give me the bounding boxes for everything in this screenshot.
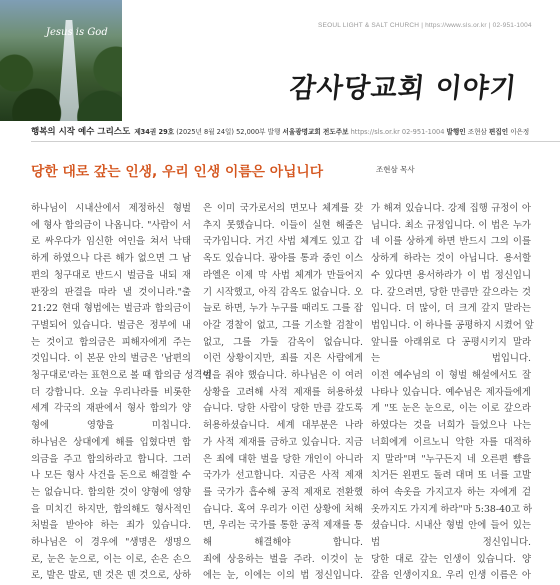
text-line: 지 말라"며 "누구든지 네 오른편 뺨을 (371, 453, 531, 465)
text-line: 하였다는 것을 너희가 들었으나 나는 (371, 420, 531, 432)
editor-name: 이은정 (510, 128, 530, 136)
text-line: 라엘은 이제 막 사법 체계가 만들어지 (203, 269, 363, 281)
text-line: 국가입니다. 거긴 사법 체계도 있고 갑 (203, 236, 363, 248)
issue-number: 제34권 29호 (134, 128, 175, 136)
issue-copies: 52,000부 발행 (236, 128, 281, 136)
text-line: 은 이미 국가로서의 면모나 체계를 갖 (203, 203, 363, 214)
masthead-title: 감사당교회 이야기 (288, 73, 519, 104)
text-line: 게 "또 눈은 눈으로, 이는 이로 갚으라 (371, 403, 531, 415)
photo-caption: Jesus is God (46, 27, 108, 38)
issue-publisher-org: 서울광명교회 전도주보 (282, 128, 349, 136)
text-line: 하나님은 이 경우에 "생명은 생명으 (31, 537, 191, 549)
text-line: 이전 예수님의 이 형벌 해설에서도 잘 (371, 370, 531, 382)
text-line: 네 이를 상하게 하면 반드시 그의 이를 (371, 236, 531, 248)
text-line: 상황을 고려해 사적 제재를 허용하셨 (203, 386, 363, 398)
text-line: 법 정신입니다. (371, 537, 531, 549)
header-photo-waterfall (0, 0, 122, 121)
text-line: 법입니다. 이 하나를 공평하지 시켰어 앞 (371, 319, 534, 331)
text-line: 치거든 왼편도 돌려 대며 또 너를 고발 (371, 470, 531, 482)
text-line: 하게 하였으나 다른 해가 없으면 그 남 (31, 253, 191, 265)
article-column-1 (31, 201, 212, 582)
forest-shape (0, 41, 122, 121)
text-line: 처벌을 받아야 하는 죄가 있습니다. (31, 520, 191, 532)
text-line: 는 법입니다. (371, 353, 531, 365)
text-line: 기 시작했고, 아직 감옥도 없습니다. 오 (203, 286, 363, 298)
text-line: 에 형사 합의금이 나옵니다. "사람이 서 (31, 219, 191, 231)
article-headline: 당한 대로 갚는 인생, 우리 인생 이름은 아닙니다 (31, 164, 324, 180)
text-line: 하여 속옷을 가지고자 하는 자에게 겉 (371, 486, 531, 498)
header-divider (31, 141, 560, 142)
text-line: 수 있다면 용서하라가 이 법 정신입니 (371, 269, 531, 281)
text-line: 형에 영향을 미칩니다. (31, 420, 191, 432)
text-line: 는 것이고 합의금은 피해자에게 주는 (31, 336, 191, 348)
text-line: 옷까지도 가지게 하라"마 5:38-40고 하 (371, 503, 533, 515)
church-info-line: SEOUL LIGHT & SALT CHURCH | https://www.sls.or.kr | 02-951-1004 (318, 22, 532, 29)
text-line: 세계 각국의 재판에서 형사 합의가 양 (31, 403, 191, 415)
text-line: 로, 발은 발로, 덴 것은 덴 것으로, 상하 (31, 570, 191, 582)
publisher-label: 발행인 (446, 128, 466, 136)
text-line: 옥도 있습니다. 광야를 통과 중인 이스 (203, 253, 363, 265)
text-line: 나타나 있습니다. 예수님은 제자들에게 (371, 386, 531, 398)
text-line: 죄에 상응하는 벌을 주라. 이것이 눈 (203, 553, 363, 565)
text-line: 의금을 주고 합의하라고 합니다. 그러 (31, 453, 191, 465)
text-line: 습니다. 당한 사람이 당한 만큼 갚도록 (203, 403, 363, 415)
text-line: 상하게 하라는 것이 아닙니다. 용서할 (371, 253, 531, 265)
text-line: 이런 상황이지만, 죄를 지은 사람에게 (203, 353, 363, 365)
text-line: 닙니다. 최소 규정입니다. 이 법은 누가 (371, 219, 531, 231)
text-line: 셨습니다. 시내산 형벌 안에 들어 있는 (371, 520, 531, 532)
text-line: 가 해져 있습니다. 강제 집행 규정이 아 (371, 203, 531, 214)
text-line: 당한 대로 갚는 인생이 있습니다. 양 (371, 553, 531, 565)
text-line: 앞니를 아래위로 다 공평시키지 말라 (371, 336, 531, 348)
text-line: 갚음 인생이지요. 우리 인생 이름은 아 (371, 570, 531, 582)
text-line: 너희에게 이르노니 악한 자를 대적하 (371, 436, 531, 448)
text-line: 를 국가가 흡수해 공적 제재로 전환했 (203, 486, 363, 498)
text-line: 국가가 선고합니다. 지금은 사적 제재 (203, 470, 363, 482)
text-line: 판장의 판결을 따라 낼 것이니라."출 (31, 286, 191, 298)
text-line: 하나님은 상대에게 해를 입혔다면 합 (31, 436, 191, 448)
article-column-2 (203, 201, 363, 582)
text-line: 입니다. 더 많이, 더 크게 갚지 말라는 (371, 303, 531, 315)
text-line: 습니다. 혹여 우리가 이런 상황에 처해 (203, 503, 363, 515)
text-line: 벌을 줘야 했습니다. 하나님은 이 여러 (203, 370, 363, 382)
text-line: 다. 갚으려면, 당한 만큼만 갚으라는 것 (371, 286, 531, 298)
text-line: 로 싸우다가 임신한 여인을 쳐서 낙태 (31, 236, 191, 248)
text-line: 는 없습니다. 합의한 것이 양형에 영향 (31, 486, 191, 498)
text-line: 아갈 경찰이 없고, 그를 기소할 검찰이 (203, 319, 363, 331)
text-line: 없고, 그를 가둘 감옥이 없습니다. (203, 336, 363, 348)
article-column-3 (371, 201, 534, 582)
text-line: 나 모든 형사 사건을 돈으로 해결할 수 (31, 470, 191, 482)
text-line: 허용하셨습니다. 세계 대부분은 나라 (203, 420, 363, 432)
text-line: 로, 눈은 눈으로, 이는 이로, 손은 손으 (31, 553, 191, 565)
issue-info-line (31, 125, 552, 137)
issue-url: https://sls.or.kr 02-951-1004 (350, 128, 445, 136)
text-line: 면, 우리는 국가를 통한 공적 제재를 통 (203, 520, 363, 532)
text-line: 하나님이 시내산에서 제정하신 형벌 (31, 203, 191, 214)
text-line: 청구대로'라는 표현으로 볼 때 합의금 성격이 (31, 370, 212, 382)
text-line: 편의 청구대로 반드시 벌금을 내되 재 (31, 269, 191, 281)
text-line: 것입니다. 이 본문 안의 벌금은 '남편의 (31, 353, 191, 365)
text-line: 해 해결해야 합니다. (203, 537, 363, 549)
text-line: 더 강합니다. 오늘 우리나라를 비롯한 (31, 386, 191, 398)
text-line: 늘로 하면, 누가 누구를 때리도 그를 잡 (203, 303, 363, 315)
text-line: 구별되어 있습니다. 벌금은 정부에 내 (31, 319, 191, 331)
text-line: 에는 눈, 이에는 이의 법 정신입니다. (203, 570, 363, 582)
text-line: 가 사적 제재를 금하고 있습니다. 지금 (203, 436, 363, 448)
editor-label: 편집인 (488, 128, 509, 136)
text-line: 추지 못했습니다. 이들이 실현 해줄은 (203, 219, 363, 231)
text-line: 21:22 현대 형법에는 벌금과 합의금이 (31, 303, 191, 315)
publisher-name: 조현삼 (467, 128, 487, 136)
issue-motto: 행복의 시작 예수 그리스도 (31, 127, 131, 137)
issue-date: (2025년 8월 24일) (176, 128, 234, 136)
article-author: 조현삼 목사 (376, 165, 415, 174)
text-line: 은 죄에 대한 벌을 당한 개인이 아니라 (203, 453, 363, 465)
text-line: 을 미치긴 하지만, 합의해도 형사적인 (31, 503, 191, 515)
